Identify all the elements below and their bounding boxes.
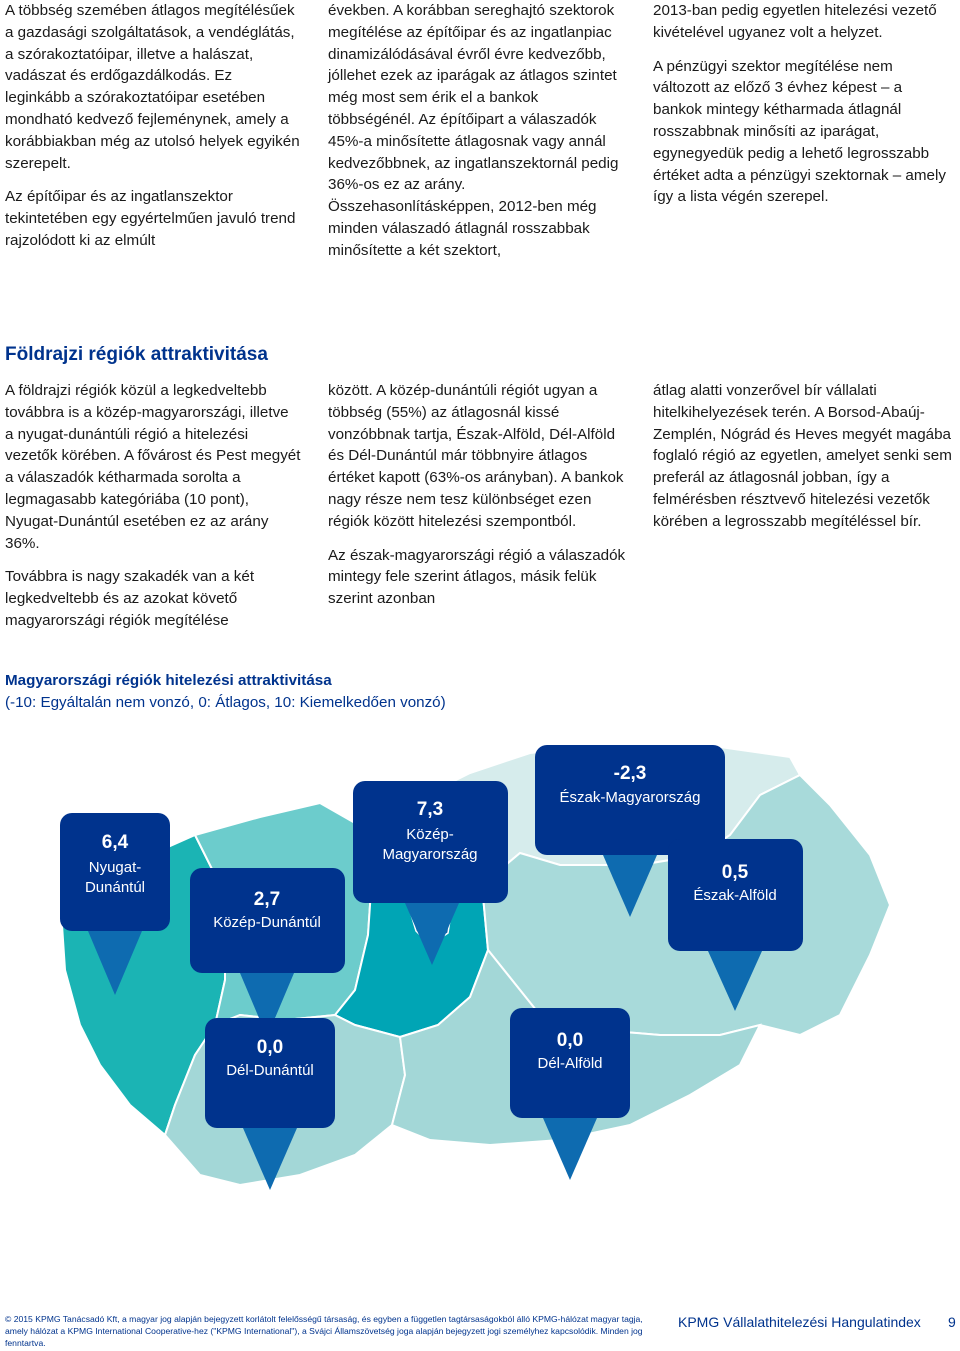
map-title: Magyarországi régiók hitelezési attraktivitása — [5, 672, 332, 689]
paragraph: Az észak-magyarországi régió a válaszadók mintegy fele szerint átlagos, másik felük szerint azonban — [328, 546, 626, 608]
section-column-2 — [328, 380, 628, 622]
section-column-3 — [653, 380, 953, 545]
callout-label-line-1: Észak-Alföld — [693, 887, 777, 904]
callout-label-line-2: Magyarország — [382, 846, 478, 863]
section-column-1 — [5, 380, 301, 644]
callout-pointer — [543, 1118, 597, 1180]
footer-legal: © 2015 KPMG Tanácsadó Kft, a magyar jog alapján bejegyzett korlátolt felelősségű társaság, és egyben a független tagtársaságokból álló KPMG-hálózat magyar tagja, amely hálózat a KPMG International Cooperative-hez ("KPMG International"), a Svájci Államszövetség joga alapján bejegyzett jogi személyhez kapcsolódik. Minden jog fenntartva. — [5, 1314, 643, 1348]
callout-value: 0,5 — [721, 862, 749, 883]
section-title: Földrajzi régiók attraktivitása — [5, 344, 268, 365]
callout-value: 7,3 — [416, 799, 444, 820]
callout-value: -2,3 — [613, 763, 647, 784]
paragraph: átlag alatti vonzerővel bír vállalati hitelkihelyezések terén. A Borsod-Abaúj-Zemplén, Nógrád és Heves megyét magába foglaló régió az egyetlen, amelyet senki sem preferál az átlagosnál jobban, így a felmérésben résztvevő hitelezési vezetők körében a legrosszabb megítéléssel bír. — [653, 382, 952, 530]
callout-label-line-1: Dél-Dunántúl — [226, 1062, 314, 1079]
text-column-2 — [328, 0, 628, 274]
callout-value: 6,4 — [101, 832, 129, 853]
paragraph: között. A közép-dunántúli régiót ugyan a többség (55%) az átlagosnál kissé vonzóbbnak tartja, Észak-Alföld, Dél-Alföld és Dél-Dunántúl már többnyire átlagos értéket kapott (63%-os arányban). A bankok nagy része nem tesz különbséget ezen régiók között hitelezési szempontból. — [328, 382, 624, 530]
paragraph: 2013-ban pedig egyetlen hitelezési vezető kivételével ugyanez volt a helyzet. — [653, 2, 937, 41]
page-number: 9 — [948, 1314, 956, 1330]
publication-title: KPMG Vállalathitelezési Hangulatindex — [678, 1314, 921, 1330]
callout-label-line-1: Dél-Alföld — [537, 1055, 603, 1072]
callout-label-line-1: Nyugat- — [88, 859, 142, 876]
paragraph: A többség szemében átlagos megítélésűek a gazdasági szolgáltatások, a vendéglátás, a szórakoztatóipar, illetve a halászat, vadászat és erdőgazdálkodás. Ez leginkább a szórakoztatóipar esetében mondható kedvező fejleménynek, amely a korábbiakban még az utolsó helyek egyikén szerepelt. — [5, 2, 300, 172]
paragraph: Továbbra is nagy szakadék van a két legkedveltebb és az azokat követő magyarországi régiók megítélése — [5, 568, 255, 629]
text-column-1 — [5, 0, 301, 264]
callout-label-line-1: Közép- — [406, 826, 454, 843]
callout-del-alfold — [510, 1008, 630, 1180]
callout-label-line-2: Dunántúl — [84, 879, 146, 896]
paragraph: években. A korábban sereghajtó szektorok megítélése az építőipar és az ingatlanpiac dinamizálódásával évről évre kedvezőbb, jóllehet ezek az iparágak az átlagos szintet még most sem érik el a bankok többségénél. Az építőipart a válaszadók 45%-a minősítette átlagosnak vagy annál kedvezőbbnek, az ingatlanszektornál pedig 36%-os ez az arány. Összehasonlításképpen, 2012-ben még minden válaszadó átlagnál rosszabbak minősítette a két szektort, — [328, 2, 619, 259]
paragraph: A pénzügyi szektor megítélése nem változott az előző 3 évhez képest – a bankok mintegy kétharmada átlagnál rosszabbnak minősíti az iparágat, egynegyedük pedig a lehető legrosszabb értéket adta a pénzügyi szektornak – amely így a lista végén szerepel. — [653, 57, 946, 206]
callout-label-line-1: Észak-Magyarország — [559, 789, 701, 806]
region-map — [0, 735, 960, 1295]
paragraph: Az építőipar és az ingatlanszektor tekintetében egy egyértelműen javuló trend rajzolódott ki az elmúlt — [5, 188, 296, 249]
callout-value: 0,0 — [256, 1037, 284, 1058]
callout-value: 2,7 — [253, 889, 281, 910]
text-column-3 — [653, 0, 953, 220]
paragraph: A földrajzi régiók közül a legkedveltebb továbbra is a közép-magyarországi, illetve a nyugat-dunántúli régió a hitelezési vezetők körében. A fővárost és Pest megyét a válaszadók kétharmada sorolta a legmagasabb kategóriába (10 pont), Nyugat-Dunántúl esetében ez az arány 36%. — [5, 382, 301, 552]
map-subtitle: (-10: Egyáltalán nem vonzó, 0: Átlagos, 10: Kiemelkedően vonzó) — [5, 694, 446, 711]
callout-value: 0,0 — [556, 1030, 584, 1051]
callout-label-line-1: Közép-Dunántúl — [213, 914, 321, 931]
